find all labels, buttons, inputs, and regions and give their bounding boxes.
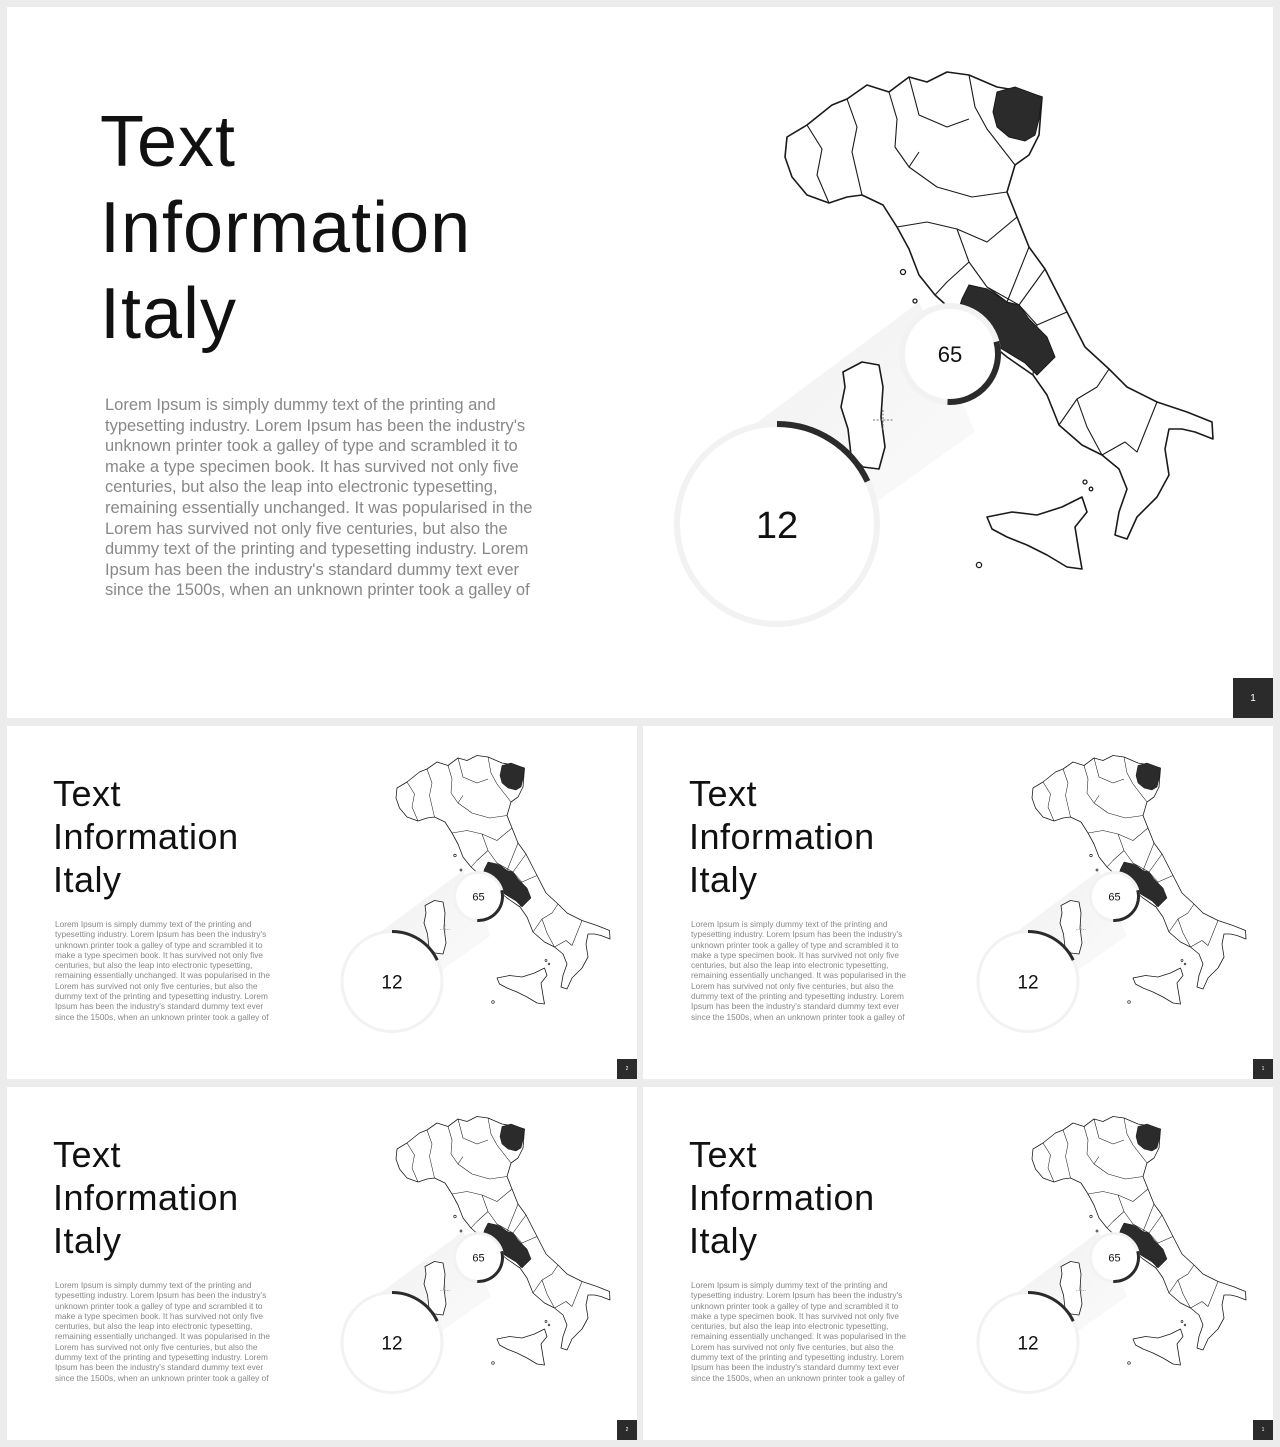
body-paragraph: Lorem Ipsum is simply dummy text of the printing and typesetting industry. Lorem Ipsum has been the industry's unknown printer took a galley of type and scrambled it to make a type specimen book. It has survived not only five centuries, but also the leap into electronic typesetting, remaining essentially unchanged. It was popularised in the Lorem has survived not only five centuries, but also the dummy text of the printing and typesetting industry. Lorem Ipsum has been the industry's standard dummy text ever since the 1500s, when an unknown printer took a galley of: [691, 919, 906, 1022]
title-line-3: Italy: [689, 1220, 758, 1261]
body-paragraph: Lorem Ipsum is simply dummy text of the printing and typesetting industry. Lorem Ipsum has been the industry's unknown printer took a galley of type and scrambled it to make a type specimen book. It has survived not only five centuries, but also the leap into electronic typesetting, remaining essentially unchanged. It was popularised in the Lorem has survived not only five centuries, but also the dummy text of the printing and typesetting industry. Lorem Ipsum has been the industry's standard dummy text ever since the 1500s, when an unknown printer took a galley of: [105, 396, 533, 600]
slide-title: [53, 772, 239, 901]
stat-small-value: 65: [1108, 1252, 1121, 1265]
body-paragraph: Lorem Ipsum is simply dummy text of the printing and typesetting industry. Lorem Ipsum has been the industry's unknown printer took a galley of type and scrambled it to make a type specimen book. It has survived not only five centuries, but also the leap into electronic typesetting, remaining essentially unchanged. It was popularised in the Lorem has survived not only five centuries, but also the dummy text of the printing and typesetting industry. Lorem Ipsum has been the industry's standard dummy text ever since the 1500s, when an unknown printer took a galley of: [691, 1280, 906, 1383]
slide-title: [689, 772, 875, 901]
title-line-3: Italy: [53, 859, 122, 900]
stat-small-value: 65: [937, 342, 963, 367]
page-number-badge: 1: [1253, 1420, 1273, 1440]
map-infographic: [968, 748, 1248, 1038]
stat-small-value: 65: [472, 1252, 485, 1265]
slide-thumbnail-1[interactable]: [7, 726, 637, 1079]
title-line-1: Text: [100, 102, 237, 182]
slide-main[interactable]: [7, 7, 1273, 718]
stat-small-value: 65: [472, 891, 485, 904]
stat-large-value: 12: [1017, 972, 1039, 994]
page-number-badge: 1: [1233, 678, 1273, 718]
stat-large-value: 12: [1017, 1333, 1039, 1355]
stat-large-value: 12: [381, 972, 403, 994]
body-paragraph: Lorem Ipsum is simply dummy text of the printing and typesetting industry. Lorem Ipsum has been the industry's unknown printer took a galley of type and scrambled it to make a type specimen book. It has survived not only five centuries, but also the leap into electronic typesetting, remaining essentially unchanged. It was popularised in the Lorem has survived not only five centuries, but also the dummy text of the printing and typesetting industry. Lorem Ipsum has been the industry's standard dummy text ever since the 1500s, when an unknown printer took a galley of: [55, 1280, 270, 1383]
stat-large-value: 12: [755, 505, 799, 547]
title-line-2: Information: [53, 1177, 239, 1218]
map-infographic: [968, 1109, 1248, 1399]
stat-large-value: 12: [381, 1333, 403, 1355]
page-number-badge: 2: [617, 1420, 637, 1440]
map-infographic: [332, 1109, 612, 1399]
title-line-2: Information: [100, 188, 472, 268]
map-infographic: [332, 748, 612, 1038]
title-line-2: Information: [689, 816, 875, 857]
title-line-1: Text: [689, 1134, 758, 1175]
slide-title: [689, 1133, 875, 1262]
slide-thumbnail-2[interactable]: [643, 726, 1273, 1079]
title-line-1: Text: [53, 1134, 122, 1175]
slide-title: [53, 1133, 239, 1262]
slide-title: [100, 99, 471, 357]
title-line-2: Information: [53, 816, 239, 857]
title-line-1: Text: [689, 773, 758, 814]
map-infographic: [657, 57, 1217, 637]
title-line-3: Italy: [689, 859, 758, 900]
stat-small-value: 65: [1108, 891, 1121, 904]
title-line-1: Text: [53, 773, 122, 814]
page-number-badge: 1: [1253, 1059, 1273, 1079]
slide-thumbnail-3[interactable]: [7, 1087, 637, 1440]
slide-thumbnail-4[interactable]: [643, 1087, 1273, 1440]
title-line-3: Italy: [53, 1220, 122, 1261]
title-line-3: Italy: [100, 274, 238, 354]
body-paragraph: Lorem Ipsum is simply dummy text of the printing and typesetting industry. Lorem Ipsum has been the industry's unknown printer took a galley of type and scrambled it to make a type specimen book. It has survived not only five centuries, but also the leap into electronic typesetting, remaining essentially unchanged. It was popularised in the Lorem has survived not only five centuries, but also the dummy text of the printing and typesetting industry. Lorem Ipsum has been the industry's standard dummy text ever since the 1500s, when an unknown printer took a galley of: [55, 919, 270, 1022]
page-number-badge: 2: [617, 1059, 637, 1079]
title-line-2: Information: [689, 1177, 875, 1218]
